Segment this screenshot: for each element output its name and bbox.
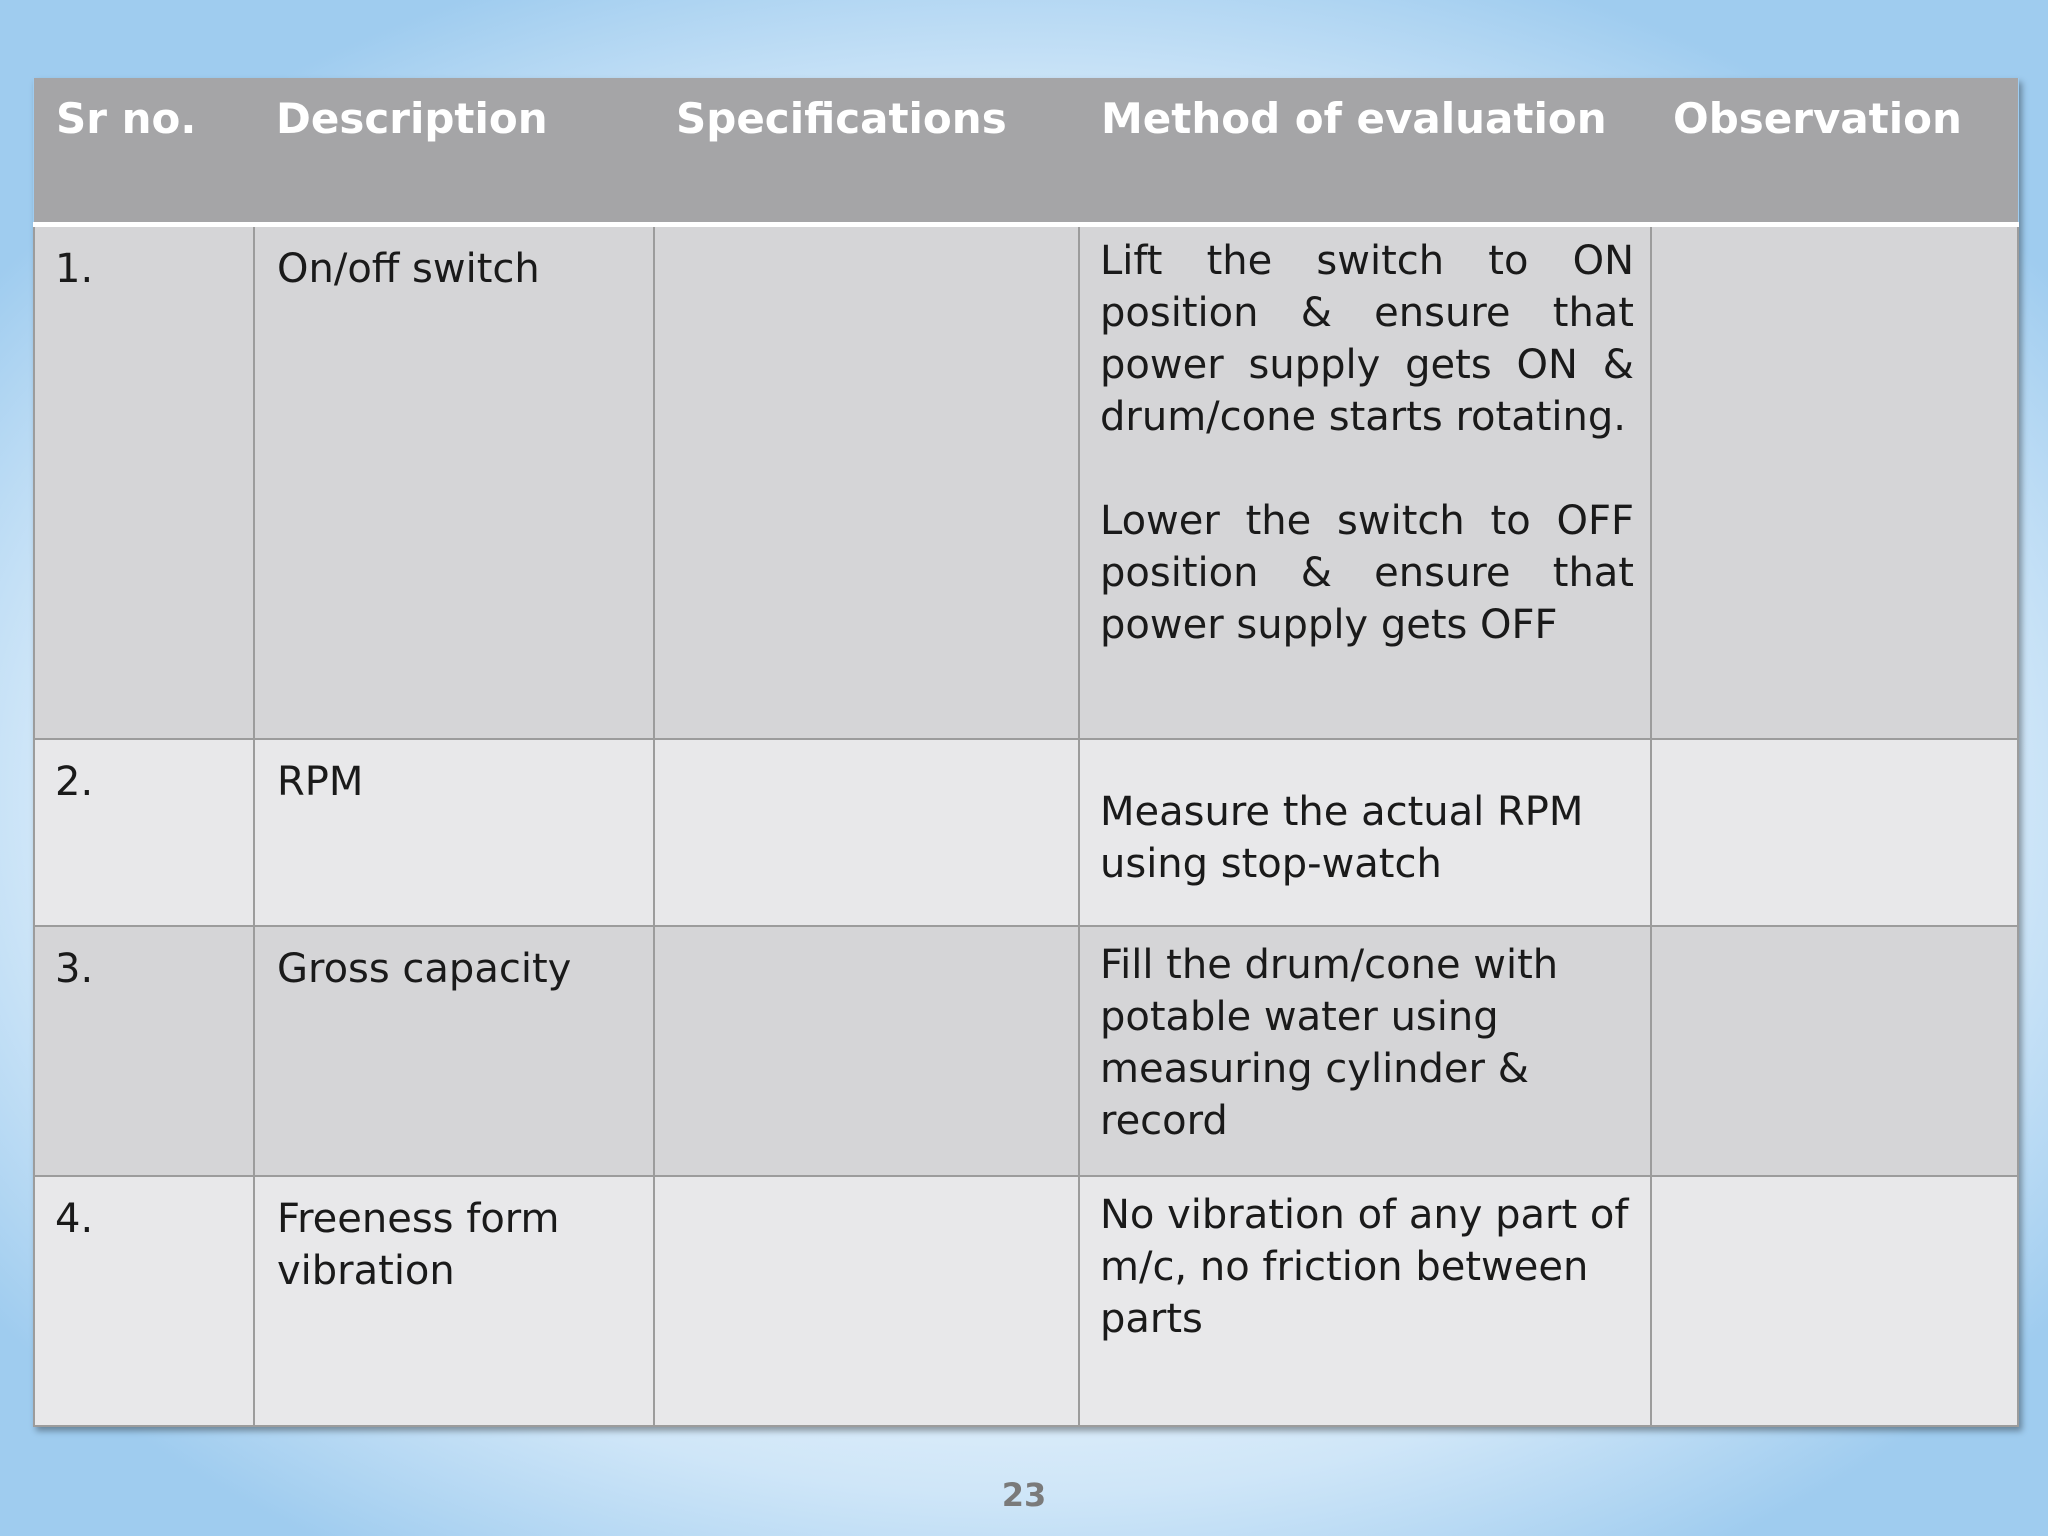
cell-method: [1079, 926, 1651, 1176]
header-description: Description: [254, 78, 654, 224]
evaluation-table: [33, 78, 2019, 1427]
method-paragraph: Lift the switch to ON position & ensure that power supply gets ON & drum/cone starts rotating.: [1100, 237, 1634, 440]
method-paragraph: Lower the switch to OFF position & ensure that power supply gets OFF: [1100, 497, 1634, 648]
cell-specifications: [654, 224, 1079, 739]
cell-description: On/off switch: [254, 224, 654, 739]
header-observation: Observation: [1651, 78, 2018, 224]
cell-description: Gross capacity: [254, 926, 654, 1176]
table-row: [34, 1176, 2018, 1426]
cell-observation: [1651, 1176, 2018, 1426]
header-sr-no: Sr no.: [34, 78, 254, 224]
header-specifications: Specifications: [654, 78, 1079, 224]
page-number: 23: [1001, 1476, 1047, 1514]
cell-method: [1079, 224, 1651, 739]
cell-sr-no: 4.: [34, 1176, 254, 1426]
cell-specifications: [654, 1176, 1079, 1426]
cell-specifications: [654, 926, 1079, 1176]
method-paragraph: No vibration of any part of m/c, no friction between parts: [1100, 1192, 1629, 1342]
table-row: [34, 739, 2018, 926]
table-row: [34, 224, 2018, 739]
header-method-of-evaluation: Method of evaluation: [1079, 78, 1651, 224]
cell-method: [1079, 1176, 1651, 1426]
cell-method: [1079, 739, 1651, 926]
cell-sr-no: 3.: [34, 926, 254, 1176]
cell-sr-no: 1.: [34, 224, 254, 739]
cell-observation: [1651, 224, 2018, 739]
cell-sr-no: 2.: [34, 739, 254, 926]
header-row: [34, 78, 2018, 224]
cell-observation: [1651, 739, 2018, 926]
cell-observation: [1651, 926, 2018, 1176]
cell-description: RPM: [254, 739, 654, 926]
cell-description: Freeness form vibration: [254, 1176, 654, 1426]
method-paragraph: Measure the actual RPM using stop-watch: [1100, 789, 1584, 887]
cell-specifications: [654, 739, 1079, 926]
table-row: [34, 926, 2018, 1176]
method-paragraph: Fill the drum/cone with potable water using measuring cylinder & record: [1100, 942, 1559, 1144]
